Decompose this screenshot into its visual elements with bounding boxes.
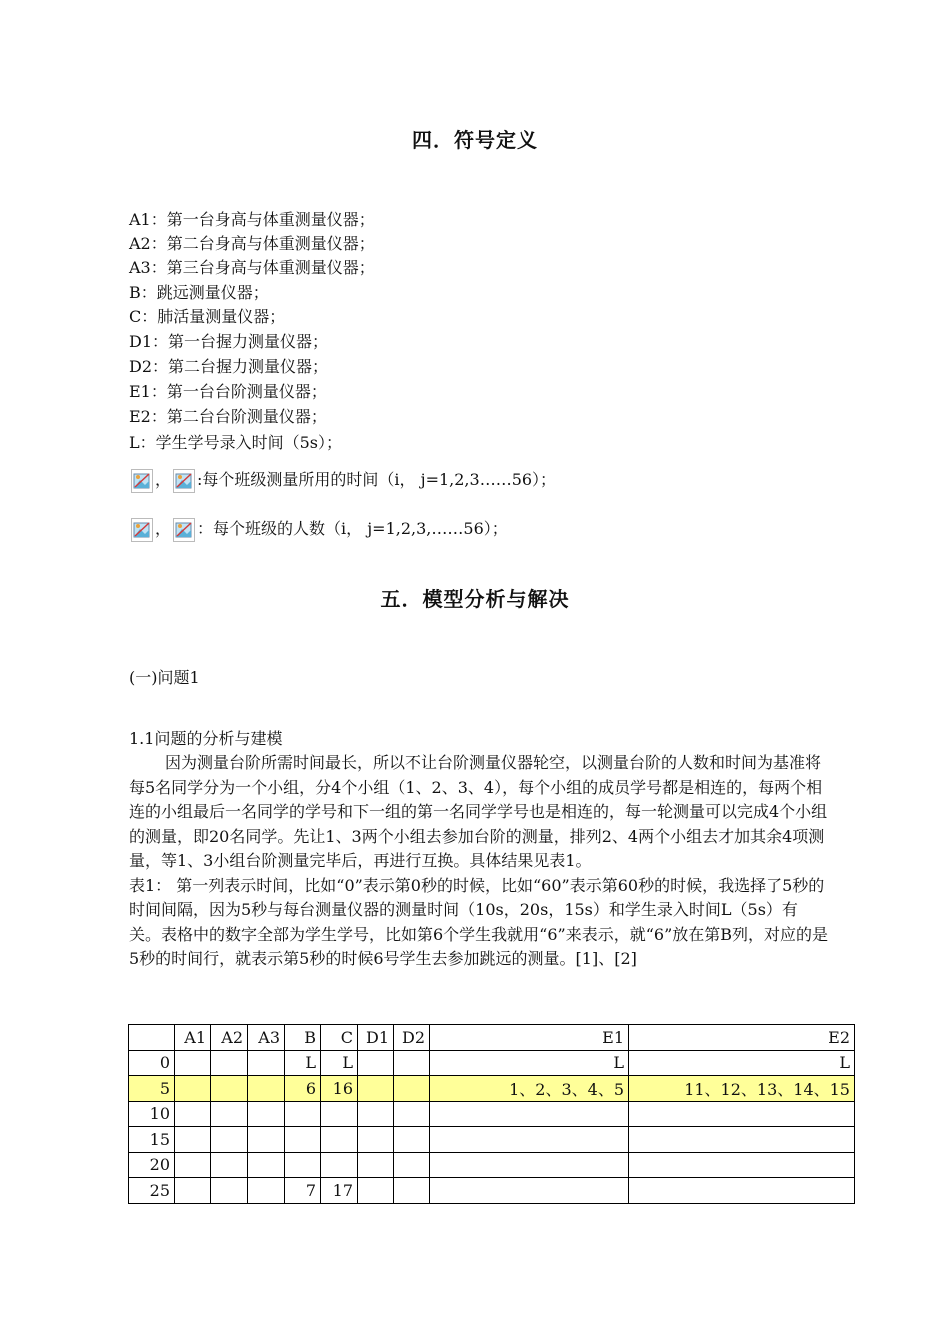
table-cell	[430, 1127, 629, 1153]
table-header-cell: D2	[394, 1025, 430, 1051]
table-header-cell: D1	[358, 1025, 394, 1051]
table-header-cell: E2	[629, 1025, 855, 1051]
formula-line-time	[129, 468, 556, 493]
table-cell	[211, 1127, 248, 1153]
table-cell	[321, 1152, 358, 1178]
symbol-line-e1: E1：第一台台阶测量仪器；	[129, 382, 327, 401]
table-cell	[358, 1101, 394, 1127]
table-cell	[394, 1101, 430, 1127]
subsection-heading: 1.1问题的分析与建模	[129, 729, 283, 748]
table-cell	[248, 1101, 285, 1127]
table-cell	[358, 1127, 394, 1153]
table-cell: 16	[321, 1076, 358, 1102]
symbol-line-d2: D2：第二台握力测量仪器；	[129, 357, 329, 376]
paragraph: 因为测量台阶所需时间最长，所以不让台阶测量仪器轮空，以测量台阶的人数和时间为基准将每5名同学分为一个小组，分4个小组（1、2、3、4），每个小组的成员学号都是相连的，每两个相连的小组最后一名同学的学号和下一组的第一名同学学号也是相连的，每一轮测量可以完成4个小组的测量，即20名同学。先让1、3两个小组去参加台阶的测量，排列2、4两个小组去才加其余4项测量，等1、3小组台阶测量完毕后，再进行互换。具体结果见表1。	[129, 753, 828, 870]
schedule-table	[128, 1024, 855, 1204]
table-cell	[358, 1050, 394, 1076]
table-cell	[394, 1127, 430, 1153]
table-cell: 11、12、13、14、15	[629, 1076, 855, 1102]
time-cell: 10	[129, 1101, 175, 1127]
symbol-line-e2: E2：第二台台阶测量仪器；	[129, 407, 327, 426]
table-cell	[175, 1178, 211, 1204]
symbol-line-d1: D1：第一台握力测量仪器；	[129, 332, 329, 351]
table-cell	[394, 1076, 430, 1102]
table-cell: 6	[285, 1076, 321, 1102]
table-cell	[175, 1152, 211, 1178]
table-cell	[394, 1152, 430, 1178]
table-row	[129, 1101, 855, 1127]
table-cell	[248, 1076, 285, 1102]
table-row	[129, 1152, 855, 1178]
table-cell	[211, 1178, 248, 1204]
symbol-line-c: C：肺活量测量仪器；	[129, 307, 286, 326]
table-cell	[430, 1101, 629, 1127]
table-header-cell: E1	[430, 1025, 629, 1051]
table-cell	[248, 1127, 285, 1153]
table-cell	[175, 1050, 211, 1076]
formula-line-count	[129, 517, 508, 542]
table-cell	[285, 1127, 321, 1153]
table-row	[129, 1050, 855, 1076]
table-cell	[248, 1152, 285, 1178]
table-cell	[358, 1178, 394, 1204]
symbol-line-a1: A1：第一台身高与体重测量仪器；	[129, 210, 375, 229]
table-cell	[321, 1101, 358, 1127]
table-cell	[629, 1152, 855, 1178]
time-cell: 20	[129, 1152, 175, 1178]
table-cell	[211, 1050, 248, 1076]
table-cell	[211, 1076, 248, 1102]
table-cell: L	[629, 1050, 855, 1076]
table-cell	[175, 1076, 211, 1102]
table-cell: 17	[321, 1178, 358, 1204]
table-cell	[394, 1178, 430, 1204]
table-cell: L	[285, 1050, 321, 1076]
formula-description: :每个班级测量所用的时间（i， j=1,2,3……56）；	[197, 470, 557, 489]
section-4-title: 四．符号定义	[412, 128, 538, 152]
table-row	[129, 1076, 855, 1102]
time-cell: 25	[129, 1178, 175, 1204]
table-cell	[175, 1101, 211, 1127]
table-cell: L	[321, 1050, 358, 1076]
table-cell	[285, 1152, 321, 1178]
table-cell	[358, 1076, 394, 1102]
table-cell: 7	[285, 1178, 321, 1204]
table-cell: 1、2、3、4、5	[430, 1076, 629, 1102]
table-cell	[211, 1101, 248, 1127]
table-header-cell: A3	[248, 1025, 285, 1051]
table-cell	[430, 1178, 629, 1204]
table-caption: 表1： 第一列表示时间，比如“0”表示第0秒的时候，比如“60”表示第60秒的时候，我选择了5秒的时间间隔，因为5秒与每台测量仪器的测量时间（10s，20s，15s）和学生录入时间L（5s）有关。表格中的数字全部为学生学号，比如第6个学生我就用“6”来表示，就“6”放在第B列，对应的是5秒的时间行，就表示第5秒的时候6号学生去参加跳远的测量。[1]、[2]	[129, 875, 829, 968]
table-header-cell: A1	[175, 1025, 211, 1051]
table-header-cell: B	[285, 1025, 321, 1051]
symbol-line-l: L：学生学号录入时间（5s）；	[129, 433, 343, 452]
table-cell	[175, 1127, 211, 1153]
time-cell: 15	[129, 1127, 175, 1153]
section-5-title: 五．模型分析与解决	[380, 587, 570, 611]
table-header-cell: C	[321, 1025, 358, 1051]
broken-image-icon	[131, 518, 153, 542]
subsection-heading: (一)问题1	[129, 668, 200, 687]
symbol-line-b: B：跳远测量仪器；	[129, 283, 269, 302]
table-header-cell	[129, 1025, 175, 1051]
table-cell	[211, 1152, 248, 1178]
table-cell	[629, 1127, 855, 1153]
table-cell	[629, 1178, 855, 1204]
table-cell	[248, 1050, 285, 1076]
table-cell	[248, 1178, 285, 1204]
table-cell	[321, 1127, 358, 1153]
table-header-cell: A2	[211, 1025, 248, 1051]
table-row	[129, 1127, 855, 1153]
formula-separator: ，	[155, 519, 172, 538]
formula-separator: ，	[155, 470, 172, 489]
table-cell	[430, 1152, 629, 1178]
table-cell	[629, 1101, 855, 1127]
table-cell	[285, 1101, 321, 1127]
table-row	[129, 1178, 855, 1204]
broken-image-icon	[173, 469, 195, 493]
broken-image-icon	[173, 518, 195, 542]
symbol-line-a2: A2：第二台身高与体重测量仪器；	[129, 234, 375, 253]
body-paragraphs	[129, 751, 829, 972]
table-header-row	[129, 1025, 855, 1051]
time-cell: 0	[129, 1050, 175, 1076]
time-cell: 5	[129, 1076, 175, 1102]
table-cell	[358, 1152, 394, 1178]
symbol-line-a3: A3：第三台身高与体重测量仪器；	[129, 258, 375, 277]
formula-description: ：每个班级的人数（i， j=1,2,3,……56）；	[197, 519, 508, 538]
table-cell	[394, 1050, 430, 1076]
broken-image-icon	[131, 469, 153, 493]
table-cell: L	[430, 1050, 629, 1076]
